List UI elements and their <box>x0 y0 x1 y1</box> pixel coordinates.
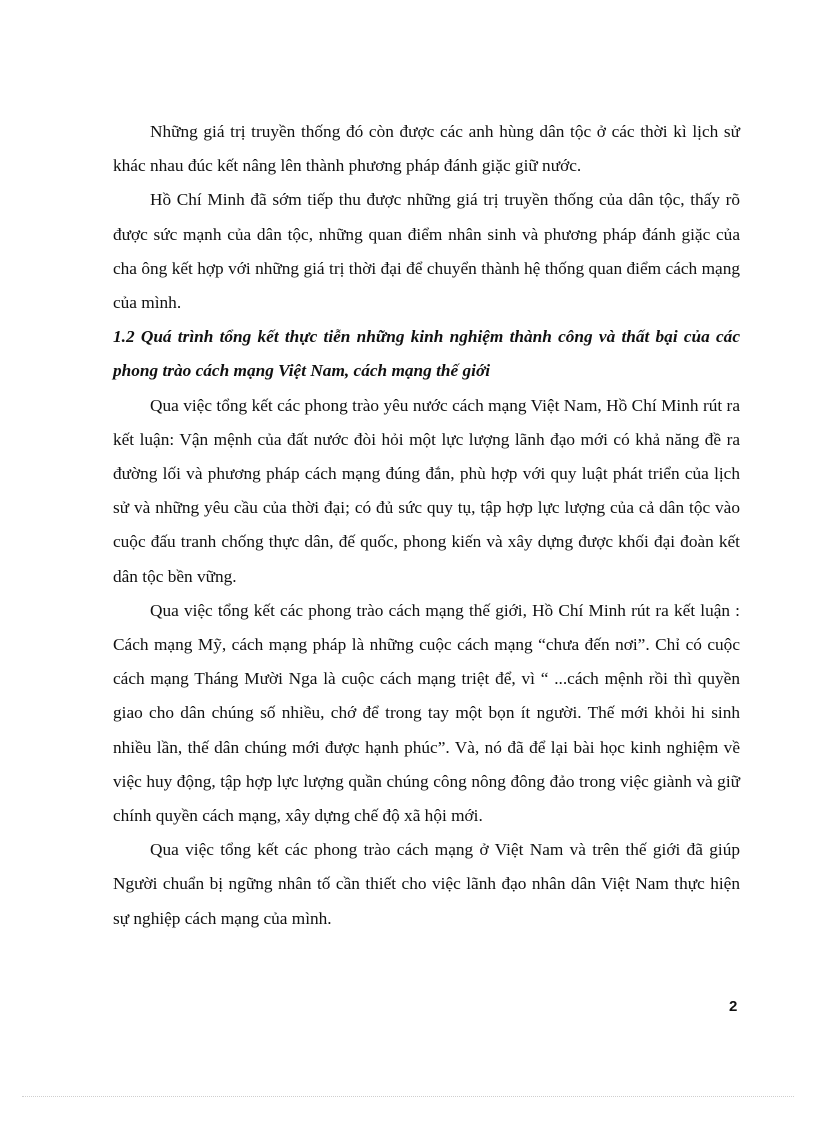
body-paragraph: Qua việc tổng kết các phong trào cách mạng thế giới, Hồ Chí Minh rút ra kết luận : Cách mạng Mỹ, cách mạng pháp là những cuộc cách mạng “chưa đến nơi”. Chỉ có cuộc cách mạng Tháng Mười Nga là cuộc cách mạng triệt để, vì “ ...cách mệnh rồi thì quyền giao cho dân chúng số nhiều, chớ để trong tay một bọn ít người. Thế mới khỏi hi sinh nhiều lần, thế dân chúng mới được hạnh phúc”. Và, nó đã để lại bài học kinh nghiệm về việc huy động, tập hợp lực lượng quần chúng công nông đông đảo trong việc giành và giữ chính quyền cách mạng, xây dựng chế độ xã hội mới. <box>113 600 740 826</box>
body-paragraph: Hồ Chí Minh đã sớm tiếp thu được những giá trị truyền thống của dân tộc, thấy rõ được sức mạnh của dân tộc, những quan điểm nhân sinh và phương pháp đánh giặc của cha ông kết hợp với những giá trị thời đại để chuyển thành hệ thống quan điểm cách mạng của mình. <box>113 190 740 313</box>
page-content <box>113 115 740 936</box>
page-number: 2 <box>729 998 738 1015</box>
section-heading: 1.2 Quá trình tổng kết thực tiễn những kinh nghiệm thành công và thất bại của các phong trào cách mạng Việt Nam, cách mạng thế giới <box>113 327 740 381</box>
body-paragraph: Qua việc tổng kết các phong trào yêu nước cách mạng Việt Nam, Hồ Chí Minh rút ra kết luận: Vận mệnh của đất nước đòi hỏi một lực lượng lãnh đạo mới có khả năng đề ra đường lối và phương pháp cách mạng đúng đắn, phù hợp với quy luật phát triển của lịch sử và những yêu cầu của thời đại; có đủ sức quy tụ, tập hợp lực lượng của cả dân tộc vào cuộc đấu tranh chống thực dân, đế quốc, phong kiến và xây dựng được khối đại đoàn kết dân tộc bền vững. <box>113 395 740 586</box>
body-paragraph: Qua việc tổng kết các phong trào cách mạng ở Việt Nam và trên thế giới đã giúp Người chuẩn bị ngững nhân tố cần thiết cho việc lãnh đạo nhân dân Việt Nam thực hiện sự nghiệp cách mạng của mình. <box>113 840 740 928</box>
page-bottom-divider <box>22 1096 794 1097</box>
body-paragraph: Những giá trị truyền thống đó còn được các anh hùng dân tộc ở các thời kì lịch sử khác nhau đúc kết nâng lên thành phương pháp đánh giặc giữ nước. <box>113 122 740 176</box>
